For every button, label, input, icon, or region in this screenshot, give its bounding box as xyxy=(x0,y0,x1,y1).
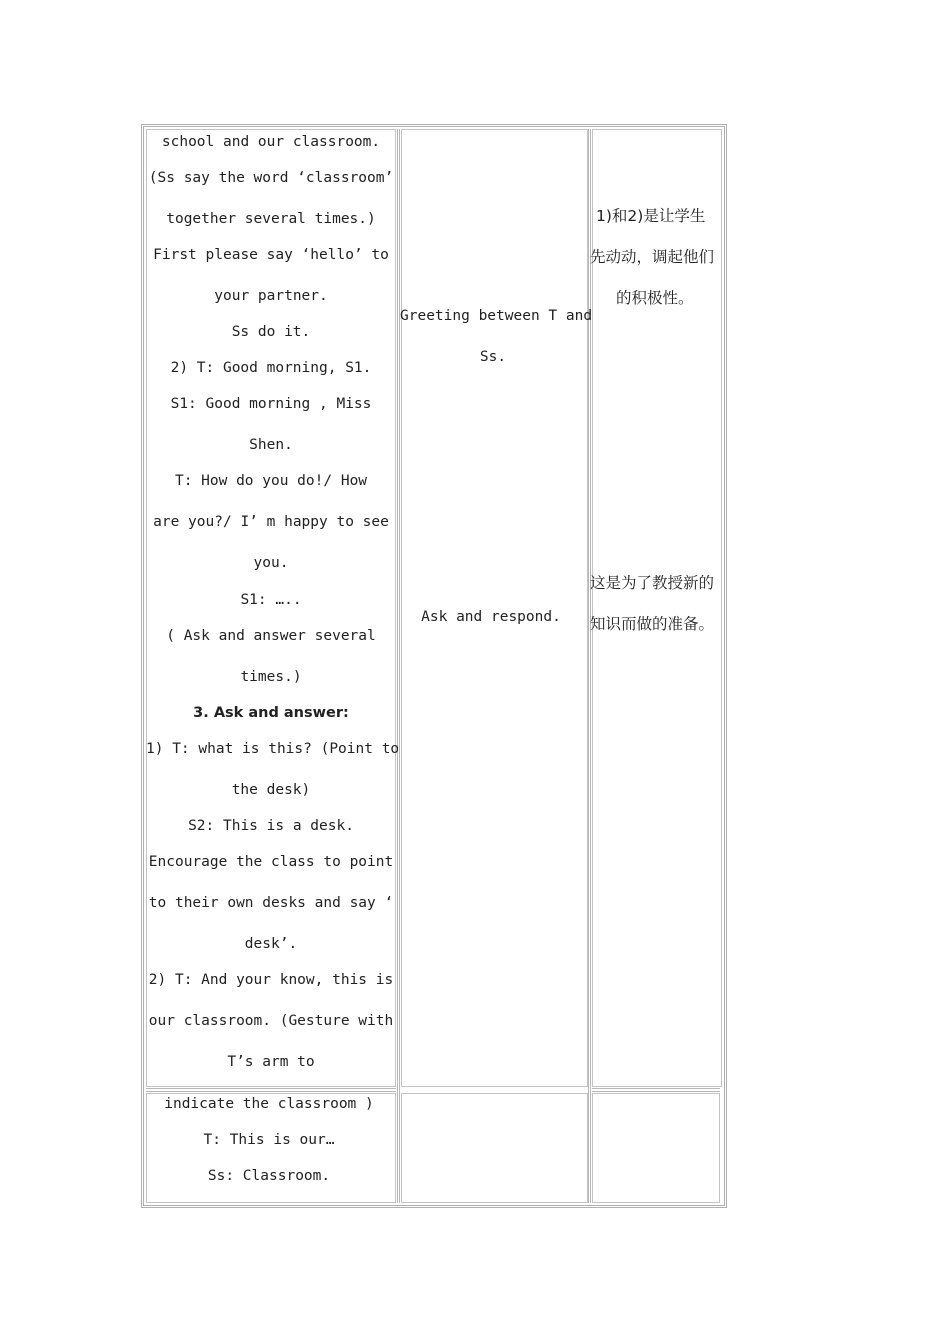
procedure-text-line: the desk) xyxy=(231,782,311,798)
procedure-text-line: T: This is our… xyxy=(203,1132,335,1148)
procedure-text-line: Ss: Classroom. xyxy=(207,1168,331,1184)
procedure-text-line: 2) T: And your know, this is xyxy=(148,972,394,988)
purpose-text-line: 这是为了教授新的 xyxy=(590,574,715,592)
purpose-text-line: 先动动，调起他们 xyxy=(590,248,715,266)
activity-text-line: Ss. xyxy=(479,349,507,365)
procedure-text-line: ( Ask and answer several xyxy=(166,628,376,644)
procedure-text-line: First please say ‘hello’ to xyxy=(153,247,389,263)
procedure-text-line: you. xyxy=(253,555,289,571)
row-divider xyxy=(146,1088,396,1092)
procedure-text-line: (Ss say the word ‘classroom’ xyxy=(148,170,394,186)
procedure-text-line: S2: This is a desk. xyxy=(188,818,354,834)
column-divider-2 xyxy=(588,129,591,1203)
procedure-text-line: 2) T: Good morning, S1. xyxy=(170,360,372,376)
procedure-text-line: Shen. xyxy=(249,437,293,453)
procedure-text-line: together several times.) xyxy=(166,211,376,227)
procedure-text-line: S1: Good morning , Miss xyxy=(170,396,372,412)
purpose-text-line: 知识而做的准备。 xyxy=(590,615,715,633)
procedure-text-line: your partner. xyxy=(214,288,328,304)
section-heading: 3. Ask and answer: xyxy=(193,705,349,721)
procedure-text-line: Ss do it. xyxy=(231,324,311,340)
procedure-text-line: indicate the classroom ) xyxy=(164,1096,374,1112)
purpose-cell-row1 xyxy=(592,129,722,1087)
procedure-text-line: Encourage the class to point xyxy=(148,854,394,870)
purpose-text-line: 1)和2)是让学生 xyxy=(596,207,706,225)
procedure-text-line: to their own desks and say ‘ xyxy=(148,895,394,911)
procedure-text-line: T: How do you do!/ How xyxy=(174,473,368,489)
procedure-text-line: our classroom. (Gesture with xyxy=(148,1013,394,1029)
row-divider xyxy=(592,1088,720,1092)
procedure-text-line: are you?/ I’ m happy to see xyxy=(153,514,389,530)
activity-text-line: Ask and respond. xyxy=(421,609,561,625)
procedure-text-line: S1: ….. xyxy=(240,592,302,608)
purpose-cell-row2 xyxy=(592,1093,720,1203)
activity-cell-row2 xyxy=(401,1093,588,1203)
procedure-text-line: times.) xyxy=(240,669,302,685)
purpose-text-line: 的积极性。 xyxy=(616,289,694,307)
procedure-text-line: 1) T: what is this? (Point to xyxy=(146,741,400,757)
activity-text-line: Greeting between T and xyxy=(400,308,593,324)
procedure-text-line: T’s arm to xyxy=(227,1054,315,1070)
column-divider-1 xyxy=(397,129,400,1203)
procedure-text-line: desk’. xyxy=(244,936,298,952)
procedure-text-line: school and our classroom. xyxy=(161,134,381,150)
